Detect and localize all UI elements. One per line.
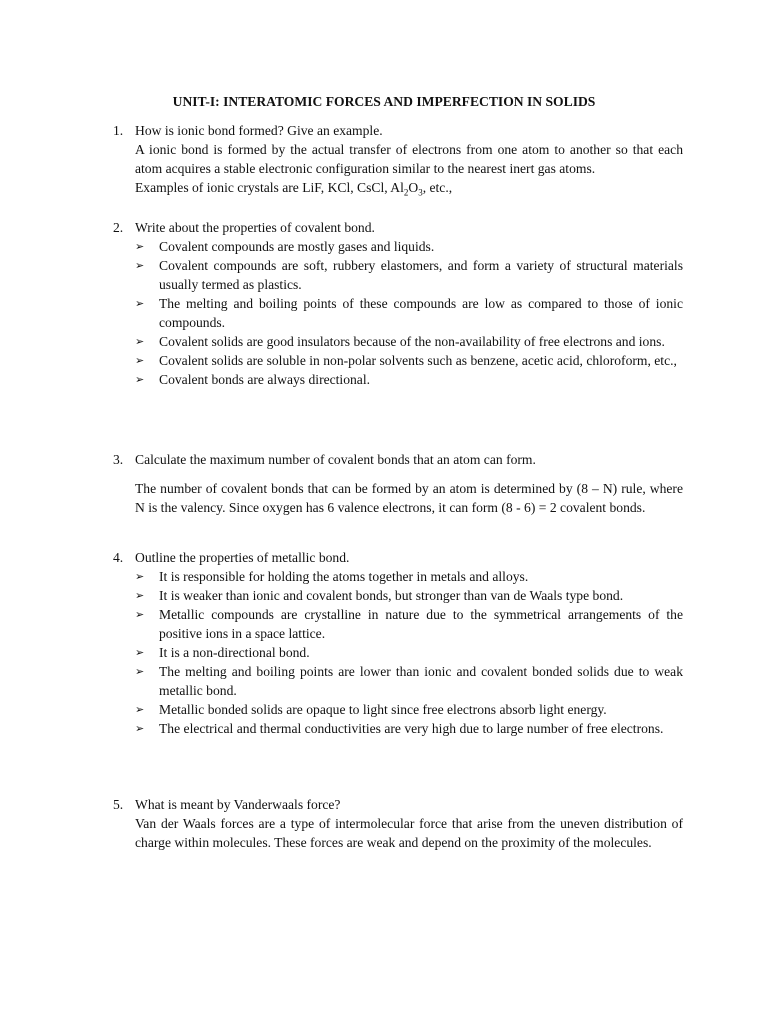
bullet-list	[135, 567, 683, 738]
question-4	[113, 548, 683, 738]
arrow-bullet-icon: ➢	[135, 589, 145, 602]
bullet-item	[135, 294, 683, 332]
arrow-bullet-icon: ➢	[135, 259, 145, 272]
question-number: 5.	[113, 797, 124, 812]
arrow-bullet-icon: ➢	[135, 703, 145, 716]
answer-text: A ionic bond is formed by the actual transfer of electrons from one atom to another so that each atom acquires a stable electronic configuration similar to the nearest inert gas atoms.	[135, 142, 683, 176]
question-number: 3.	[113, 452, 124, 467]
bullet-item	[135, 586, 683, 605]
bullet-text: Metallic compounds are crystalline in nature due to the symmetrical arrangements of the positive ions in a space lattice.	[159, 607, 683, 641]
arrow-bullet-icon: ➢	[135, 665, 145, 678]
bullet-item	[135, 643, 683, 662]
arrow-bullet-icon: ➢	[135, 722, 145, 735]
question-text: How is ionic bond formed? Give an example.	[135, 123, 383, 138]
bullet-text: Covalent compounds are soft, rubbery elastomers, and form a variety of structural materials usually termed as plastics.	[159, 258, 683, 292]
question-number: 2.	[113, 220, 124, 235]
arrow-bullet-icon: ➢	[135, 335, 145, 348]
arrow-bullet-icon: ➢	[135, 608, 145, 621]
bullet-text: The electrical and thermal conductivities are very high due to large number of free electrons.	[159, 721, 664, 736]
arrow-bullet-icon: ➢	[135, 354, 145, 367]
bullet-item	[135, 237, 683, 256]
question-number: 4.	[113, 550, 124, 565]
bullet-text: Covalent solids are good insulators because of the non-availability of free electrons and ions.	[159, 334, 665, 349]
bullet-text: Covalent compounds are mostly gases and liquids.	[159, 239, 435, 254]
bullet-text: Covalent solids are soluble in non-polar solvents such as benzene, acetic acid, chloroform, etc.,	[159, 353, 677, 368]
arrow-bullet-icon: ➢	[135, 570, 145, 583]
bullet-text: It is weaker than ionic and covalent bonds, but stronger than van de Waals type bond.	[159, 588, 624, 603]
bullet-text: The melting and boiling points are lower than ionic and covalent bonded solids due to weak metallic bond.	[159, 664, 683, 698]
arrow-bullet-icon: ➢	[135, 373, 145, 386]
bullet-item	[135, 662, 683, 700]
arrow-bullet-icon: ➢	[135, 297, 145, 310]
bullet-text: It is responsible for holding the atoms together in metals and alloys.	[159, 569, 529, 584]
question-1	[113, 121, 683, 197]
bullet-item	[135, 567, 683, 586]
answer-text: Van der Waals forces are a type of intermolecular force that arise from the uneven distribution of charge within molecules. These forces are weak and depend on the proximity of the molecules.	[135, 816, 683, 850]
bullet-item	[135, 700, 683, 719]
bullet-text: Metallic bonded solids are opaque to light since free electrons absorb light energy.	[159, 702, 607, 717]
question-3	[113, 450, 683, 517]
bullet-item	[135, 719, 683, 738]
question-number: 1.	[113, 123, 124, 138]
bullet-item	[135, 605, 683, 643]
question-5	[113, 795, 683, 852]
bullet-text: The melting and boiling points of these compounds are low as compared to those of ionic compounds.	[159, 296, 683, 330]
page-title: UNIT-I: INTERATOMIC FORCES AND IMPERFECTION IN SOLIDS	[172, 94, 596, 109]
question-text: Write about the properties of covalent bond.	[135, 220, 375, 235]
question-text: Calculate the maximum number of covalent bonds that an atom can form.	[135, 452, 536, 467]
question-2	[113, 218, 683, 389]
bullet-item	[135, 332, 683, 351]
answer-text: The number of covalent bonds that can be formed by an atom is determined by (8 – N) rule, where N is the valency. Since oxygen has 6 valence electrons, it can form (8 - 6) = 2 covalent bonds.	[135, 481, 683, 515]
bullet-text: It is a non-directional bond.	[159, 645, 310, 660]
question-text: What is meant by Vanderwaals force?	[135, 797, 341, 812]
answer-examples: Examples of ionic crystals are LiF, KCl, CsCl, $Al_2O_3$, etc.,	[135, 180, 453, 198]
bullet-item	[135, 351, 683, 370]
bullet-list	[135, 237, 683, 389]
bullet-item	[135, 256, 683, 294]
question-text: Outline the properties of metallic bond.	[135, 550, 350, 565]
bullet-text: Covalent bonds are always directional.	[159, 372, 371, 387]
arrow-bullet-icon: ➢	[135, 240, 145, 253]
arrow-bullet-icon: ➢	[135, 646, 145, 659]
bullet-item	[135, 370, 683, 389]
